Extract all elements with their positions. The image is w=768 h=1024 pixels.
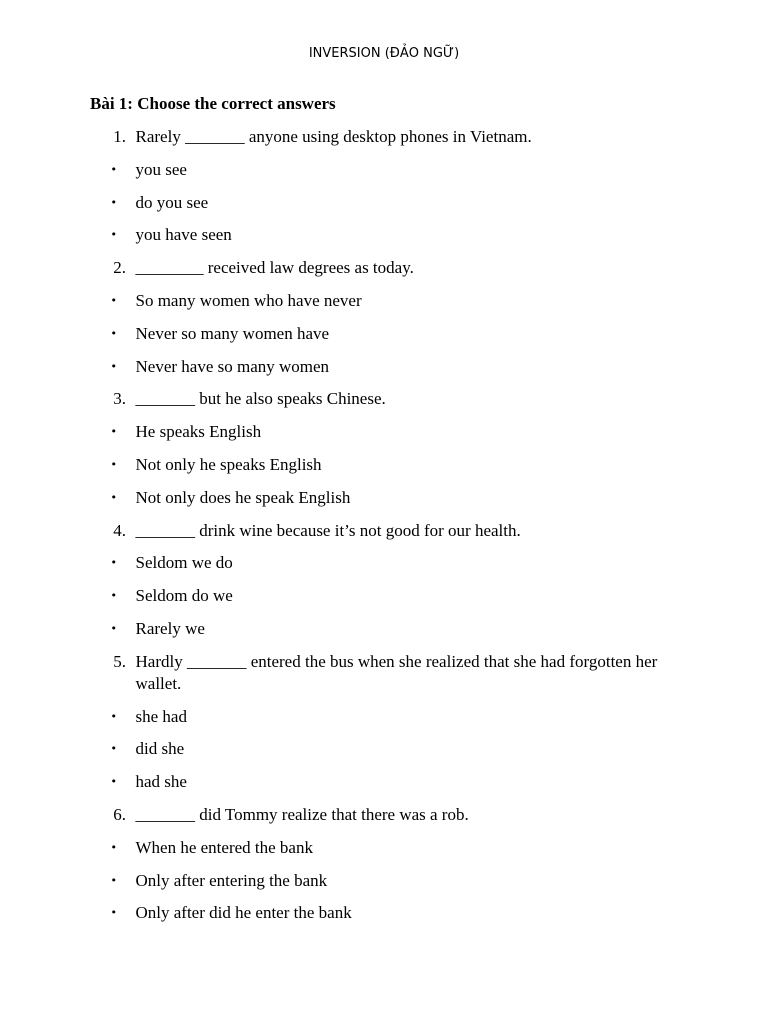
bullet-icon: • [110,457,117,471]
bullet-icon: • [110,195,117,209]
bullet-icon: • [110,293,117,307]
bullet-icon: • [110,709,117,723]
answer-option-text: had she [135,772,187,792]
answer-option-text: do you see [135,192,209,212]
question-item [90,804,690,826]
bullet-icon: • [110,425,117,439]
question-number: 1. [113,127,126,146]
answer-option-text: you see [135,159,187,179]
answer-option [90,487,690,509]
answer-option-text: Never so many women have [135,323,330,343]
question-item [90,126,690,148]
answer-option [90,224,690,246]
answer-option-text: did she [135,739,185,759]
question-text: Rarely _______ anyone using desktop phones in Vietnam. [135,127,532,146]
bullet-icon: • [110,775,117,789]
answer-option-text: He speaks English [135,422,262,442]
answer-option-text: Never have so many women [135,356,330,376]
answer-option [90,323,690,345]
answer-option [90,356,690,378]
question-number: 2. [113,258,126,278]
bullet-icon: • [110,359,117,373]
answer-option-text: Only after did he enter the bank [135,903,352,923]
answer-option-text: Only after entering the bank [135,870,328,890]
answer-option [90,585,690,607]
section-title: Bài 1: Choose the correct answers [90,94,336,113]
answer-option-text: Seldom do we [135,586,233,606]
question-list [90,126,690,924]
bullet-icon: • [110,589,117,603]
question-number: 5. [113,651,126,671]
question-text: Hardly _______ entered the bus when she realized that she had forgotten her wallet. [135,651,658,693]
answer-option [90,192,690,214]
answer-option-text: she had [135,706,187,726]
answer-option [90,706,690,728]
bullet-icon: • [110,742,117,756]
answer-option [90,290,690,312]
answer-option [90,552,690,574]
bullet-icon: • [110,556,117,570]
answer-option [90,902,690,924]
bullet-icon: • [110,228,117,242]
answer-option [90,421,690,443]
answer-option-text: Rarely we [135,618,205,638]
answer-option-text: When he entered the bank [135,837,313,857]
question-text: ________ received law degrees as today. [135,258,414,278]
bullet-icon: • [110,873,117,887]
answer-option-text: Seldom we do [135,553,233,573]
answer-option [90,870,690,892]
question-item [90,520,690,542]
answer-option-text: you have seen [135,225,232,245]
bullet-icon: • [110,906,117,920]
answer-option-text: Not only he speaks English [135,454,322,474]
page-header: INVERSION (ĐẢO NGỮ) [308,46,460,61]
question-text: _______ drink wine because it’s not good for our health. [135,520,521,540]
answer-option [90,454,690,476]
question-text: _______ but he also speaks Chinese. [135,389,386,409]
question-text: _______ did Tommy realize that there was a rob. [135,804,469,824]
answer-option [90,618,690,640]
answer-option-text: Not only does he speak English [135,487,351,507]
bullet-icon: • [110,326,117,340]
bullet-icon: • [110,162,117,176]
bullet-icon: • [110,840,117,854]
answer-option [90,837,690,859]
bullet-icon: • [110,490,117,504]
question-item [90,651,690,695]
question-number: 3. [113,389,126,409]
question-number: 4. [113,520,126,540]
question-item [90,388,690,410]
answer-option [90,738,690,760]
answer-option [90,771,690,793]
question-number: 6. [113,804,126,824]
answer-option-text: So many women who have never [135,290,362,310]
exercise-section [90,93,690,935]
question-item [90,257,690,279]
answer-option [90,159,690,181]
bullet-icon: • [110,621,117,635]
